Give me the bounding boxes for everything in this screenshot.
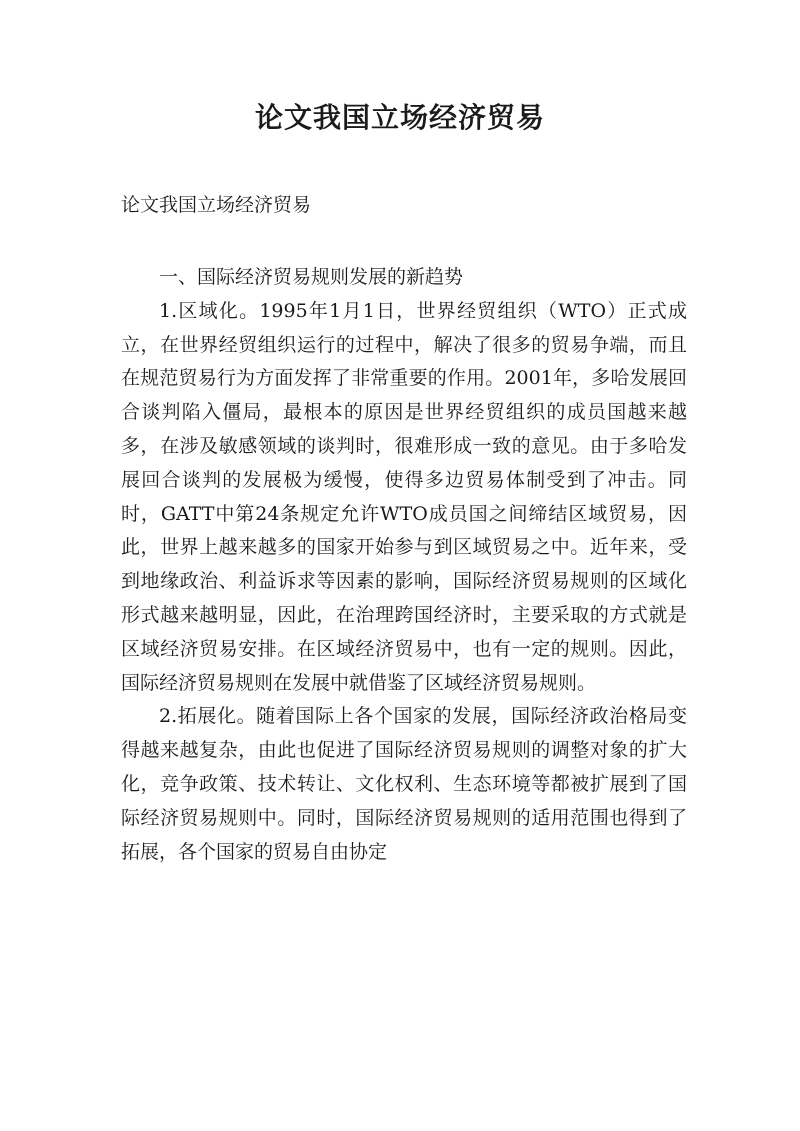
document-subtitle: 论文我国立场经济贸易 [121, 194, 312, 216]
document-title: 论文我国立场经济贸易 [254, 101, 545, 134]
section-heading: 一、国际经济贸易规则发展的新趋势 [159, 266, 464, 288]
body-paragraph: 1.区域化。1995年1月1日，世界经贸组织（WTO）正式成立，在世界经贸组织运行的过程中，解决了很多的贸易争端，而且在规范贸易行为方面发挥了非常重要的作用。2001年，多哈发展回合谈判陷入僵局，最根本的原因是世界经贸组织的成员国越来越多，在涉及敏感领域的谈判时，很难形成一致的意见。由于多哈发展回合谈判的发展极为缓慢，使得多边贸易体制受到了冲击。同时，GATT中第24条规定允许WTO成员国之间缔结区域贸易，因此，世界上越来越多的国家开始参与到区域贸易之中。近年来，受到地缘政治、利益诉求等因素的影响，国际经济贸易规则的区域化形式越来越明显，因此，在治理跨国经济时，主要采取的方式就是区域经济贸易安排。在区域经济贸易中，也有一定的规则。因此，国际经济贸易规则在发展中就借鉴了区域经济贸易规则。 [121, 299, 687, 694]
body-paragraph: 2.拓展化。随着国际上各个国家的发展，国际经济政治格局变得越来越复杂，由此也促进了国际经济贸易规则的调整对象的扩大化，竞争政策、技术转让、文化权利、生态环境等都被扩展到了国际经济贸易规则中。同时，国际经济贸易规则的适用范围也得到了拓展，各个国家的贸易自由协定 [121, 705, 687, 863]
document-body [121, 261, 687, 869]
